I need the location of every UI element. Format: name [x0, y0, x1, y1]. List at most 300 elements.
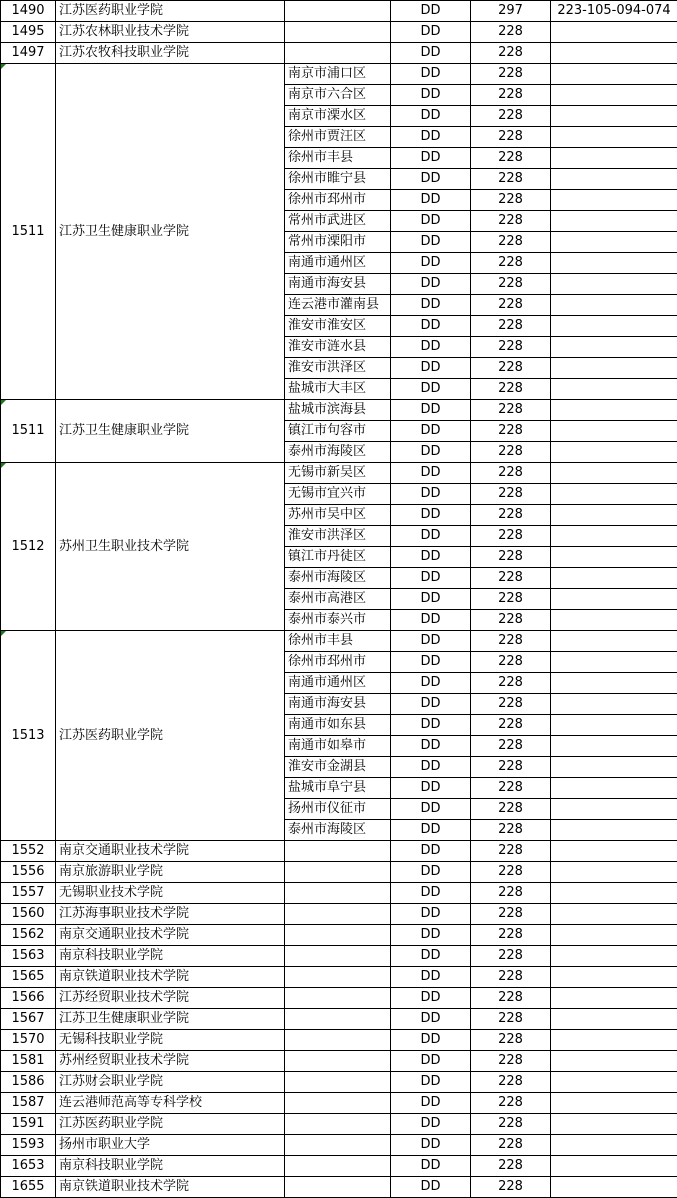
score-cell: 228: [471, 400, 551, 421]
extra-cell: [551, 169, 677, 190]
score-cell: 228: [471, 841, 551, 862]
dd-cell: DD: [391, 904, 471, 925]
extra-cell: [551, 379, 677, 400]
score-cell: 228: [471, 589, 551, 610]
district-cell: 淮安市金湖县: [285, 757, 391, 778]
district-cell: 徐州市邳州市: [285, 190, 391, 211]
extra-cell: [551, 946, 677, 967]
school-code-cell: 1591: [1, 1114, 56, 1135]
extra-cell: [551, 400, 677, 421]
district-cell: [285, 925, 391, 946]
score-cell: 228: [471, 1009, 551, 1030]
school-code-cell: 1511: [1, 400, 56, 463]
score-cell: 228: [471, 1135, 551, 1156]
table-row: [1, 946, 677, 967]
school-code-cell: 1653: [1, 1156, 56, 1177]
school-code-cell: 1565: [1, 967, 56, 988]
district-cell: 南京市六合区: [285, 85, 391, 106]
dd-cell: DD: [391, 1, 471, 22]
district-cell: 南京市浦口区: [285, 64, 391, 85]
score-cell: 228: [471, 43, 551, 64]
extra-cell: [551, 274, 677, 295]
score-cell: 228: [471, 883, 551, 904]
dd-cell: DD: [391, 463, 471, 484]
extra-cell: [551, 253, 677, 274]
dd-cell: DD: [391, 715, 471, 736]
extra-cell: [551, 1072, 677, 1093]
dd-cell: DD: [391, 64, 471, 85]
extra-cell: [551, 148, 677, 169]
score-cell: 228: [471, 1030, 551, 1051]
dd-cell: DD: [391, 610, 471, 631]
district-cell: [285, 1030, 391, 1051]
dd-cell: DD: [391, 85, 471, 106]
school-name-cell: 南京科技职业学院: [56, 1156, 285, 1177]
school-code-cell: 1581: [1, 1051, 56, 1072]
table-row: [1, 1051, 677, 1072]
district-cell: [285, 1156, 391, 1177]
dd-cell: DD: [391, 589, 471, 610]
district-cell: 扬州市仪征市: [285, 799, 391, 820]
dd-cell: DD: [391, 841, 471, 862]
table-row: [1, 1072, 677, 1093]
score-cell: 228: [471, 358, 551, 379]
extra-cell: [551, 127, 677, 148]
score-cell: 228: [471, 274, 551, 295]
school-name-cell: 南京旅游职业学院: [56, 862, 285, 883]
district-cell: 无锡市新吴区: [285, 463, 391, 484]
dd-cell: DD: [391, 211, 471, 232]
school-code-cell: 1566: [1, 988, 56, 1009]
district-cell: [285, 862, 391, 883]
score-cell: 228: [471, 22, 551, 43]
dd-cell: DD: [391, 946, 471, 967]
extra-cell: [551, 736, 677, 757]
score-cell: 228: [471, 232, 551, 253]
table-row: [1, 400, 677, 421]
extra-cell: [551, 1009, 677, 1030]
district-cell: [285, 1177, 391, 1198]
score-cell: 228: [471, 904, 551, 925]
score-cell: 228: [471, 421, 551, 442]
dd-cell: DD: [391, 1030, 471, 1051]
score-cell: 228: [471, 1051, 551, 1072]
dd-cell: DD: [391, 358, 471, 379]
extra-cell: [551, 1135, 677, 1156]
score-cell: 228: [471, 694, 551, 715]
dd-cell: DD: [391, 988, 471, 1009]
extra-cell: [551, 610, 677, 631]
dd-cell: DD: [391, 1051, 471, 1072]
school-name-cell: 江苏卫生健康职业学院: [56, 1009, 285, 1030]
dd-cell: DD: [391, 757, 471, 778]
district-cell: [285, 841, 391, 862]
score-cell: 228: [471, 169, 551, 190]
table-row: [1, 988, 677, 1009]
extra-cell: [551, 421, 677, 442]
district-cell: [285, 1135, 391, 1156]
school-name-cell: 南京铁道职业技术学院: [56, 1177, 285, 1198]
district-cell: [285, 1072, 391, 1093]
extra-cell: [551, 505, 677, 526]
district-cell: [285, 43, 391, 64]
extra-cell: [551, 526, 677, 547]
score-cell: 228: [471, 442, 551, 463]
table-row: [1, 64, 677, 85]
score-cell: 228: [471, 820, 551, 841]
dd-cell: DD: [391, 1135, 471, 1156]
table-row: [1, 463, 677, 484]
score-cell: 228: [471, 862, 551, 883]
score-cell: 228: [471, 1114, 551, 1135]
district-cell: 常州市溧阳市: [285, 232, 391, 253]
extra-cell: 223-105-094-074: [551, 1, 677, 22]
district-cell: 常州市武进区: [285, 211, 391, 232]
dd-cell: DD: [391, 337, 471, 358]
school-name-cell: 江苏医药职业学院: [56, 1, 285, 22]
dd-cell: DD: [391, 400, 471, 421]
score-cell: 228: [471, 526, 551, 547]
extra-cell: [551, 778, 677, 799]
dd-cell: DD: [391, 547, 471, 568]
dd-cell: DD: [391, 295, 471, 316]
score-cell: 297: [471, 1, 551, 22]
school-name-cell: 江苏医药职业学院: [56, 631, 285, 841]
district-cell: 镇江市句容市: [285, 421, 391, 442]
score-cell: 228: [471, 1093, 551, 1114]
dd-cell: DD: [391, 883, 471, 904]
school-name-cell: 江苏经贸职业技术学院: [56, 988, 285, 1009]
extra-cell: [551, 106, 677, 127]
school-name-cell: 江苏农林职业技术学院: [56, 22, 285, 43]
dd-cell: DD: [391, 1072, 471, 1093]
school-code-cell: 1560: [1, 904, 56, 925]
score-cell: 228: [471, 610, 551, 631]
extra-cell: [551, 442, 677, 463]
score-cell: 228: [471, 799, 551, 820]
score-cell: 228: [471, 757, 551, 778]
district-cell: 淮安市洪泽区: [285, 526, 391, 547]
district-cell: [285, 1093, 391, 1114]
table-row: [1, 1, 677, 22]
score-cell: 228: [471, 211, 551, 232]
score-cell: 228: [471, 715, 551, 736]
score-cell: 228: [471, 127, 551, 148]
school-name-cell: 南京铁道职业技术学院: [56, 967, 285, 988]
extra-cell: [551, 337, 677, 358]
school-name-cell: 苏州卫生职业技术学院: [56, 463, 285, 631]
extra-cell: [551, 862, 677, 883]
extra-cell: [551, 190, 677, 211]
school-name-cell: 江苏财会职业学院: [56, 1072, 285, 1093]
extra-cell: [551, 904, 677, 925]
extra-cell: [551, 967, 677, 988]
extra-cell: [551, 799, 677, 820]
extra-cell: [551, 1051, 677, 1072]
score-cell: 228: [471, 925, 551, 946]
table-row: [1, 43, 677, 64]
school-name-cell: 江苏卫生健康职业学院: [56, 400, 285, 463]
table-row: [1, 925, 677, 946]
school-code-cell: 1497: [1, 43, 56, 64]
school-name-cell: 苏州经贸职业技术学院: [56, 1051, 285, 1072]
table-row: [1, 22, 677, 43]
extra-cell: [551, 211, 677, 232]
dd-cell: DD: [391, 820, 471, 841]
school-name-cell: 南京交通职业技术学院: [56, 841, 285, 862]
district-cell: 南通市海安县: [285, 694, 391, 715]
extra-cell: [551, 631, 677, 652]
district-cell: [285, 1114, 391, 1135]
score-cell: 228: [471, 316, 551, 337]
dd-cell: DD: [391, 106, 471, 127]
district-cell: 南通市通州区: [285, 253, 391, 274]
score-cell: 228: [471, 295, 551, 316]
extra-cell: [551, 316, 677, 337]
district-cell: 苏州市吴中区: [285, 505, 391, 526]
dd-cell: DD: [391, 967, 471, 988]
dd-cell: DD: [391, 253, 471, 274]
district-cell: 盐城市阜宁县: [285, 778, 391, 799]
district-cell: 南通市如东县: [285, 715, 391, 736]
extra-cell: [551, 988, 677, 1009]
school-name-cell: 南京科技职业学院: [56, 946, 285, 967]
extra-cell: [551, 568, 677, 589]
district-cell: 徐州市贾汪区: [285, 127, 391, 148]
dd-cell: DD: [391, 148, 471, 169]
score-cell: 228: [471, 673, 551, 694]
dd-cell: DD: [391, 526, 471, 547]
school-code-cell: 1556: [1, 862, 56, 883]
score-cell: 228: [471, 1177, 551, 1198]
score-cell: 228: [471, 64, 551, 85]
table-row: [1, 1093, 677, 1114]
school-code-cell: 1563: [1, 946, 56, 967]
dd-cell: DD: [391, 316, 471, 337]
dd-cell: DD: [391, 484, 471, 505]
table-row: [1, 1114, 677, 1135]
extra-cell: [551, 1156, 677, 1177]
district-cell: 盐城市大丰区: [285, 379, 391, 400]
district-cell: [285, 904, 391, 925]
district-cell: 镇江市丹徒区: [285, 547, 391, 568]
extra-cell: [551, 64, 677, 85]
table-row: [1, 631, 677, 652]
school-name-cell: 江苏医药职业学院: [56, 1114, 285, 1135]
district-cell: 南京市溧水区: [285, 106, 391, 127]
district-cell: [285, 1009, 391, 1030]
extra-cell: [551, 295, 677, 316]
district-cell: 连云港市灌南县: [285, 295, 391, 316]
extra-cell: [551, 1093, 677, 1114]
score-cell: 228: [471, 484, 551, 505]
score-cell: 228: [471, 778, 551, 799]
dd-cell: DD: [391, 631, 471, 652]
school-code-cell: 1490: [1, 1, 56, 22]
extra-cell: [551, 463, 677, 484]
score-cell: 228: [471, 988, 551, 1009]
dd-cell: DD: [391, 1009, 471, 1030]
extra-cell: [551, 1114, 677, 1135]
school-code-cell: 1513: [1, 631, 56, 841]
table-row: [1, 862, 677, 883]
district-cell: 淮安市洪泽区: [285, 358, 391, 379]
district-cell: 盐城市滨海县: [285, 400, 391, 421]
score-cell: 228: [471, 253, 551, 274]
dd-cell: DD: [391, 169, 471, 190]
dd-cell: DD: [391, 379, 471, 400]
table-row: [1, 841, 677, 862]
table-row: [1, 1156, 677, 1177]
dd-cell: DD: [391, 778, 471, 799]
district-cell: 泰州市高港区: [285, 589, 391, 610]
district-cell: 泰州市海陵区: [285, 568, 391, 589]
dd-cell: DD: [391, 925, 471, 946]
school-code-cell: 1567: [1, 1009, 56, 1030]
district-cell: 淮安市淮安区: [285, 316, 391, 337]
school-name-cell: 无锡科技职业学院: [56, 1030, 285, 1051]
school-name-cell: 南京交通职业技术学院: [56, 925, 285, 946]
dd-cell: DD: [391, 652, 471, 673]
school-code-cell: 1552: [1, 841, 56, 862]
district-cell: 徐州市邳州市: [285, 652, 391, 673]
extra-cell: [551, 22, 677, 43]
dd-cell: DD: [391, 421, 471, 442]
table-row: [1, 904, 677, 925]
score-cell: 228: [471, 505, 551, 526]
district-cell: [285, 1051, 391, 1072]
extra-cell: [551, 85, 677, 106]
score-cell: 228: [471, 106, 551, 127]
school-name-cell: 连云港师范高等专科学校: [56, 1093, 285, 1114]
score-cell: 228: [471, 568, 551, 589]
dd-cell: DD: [391, 1177, 471, 1198]
dd-cell: DD: [391, 190, 471, 211]
dd-cell: DD: [391, 1093, 471, 1114]
extra-cell: [551, 820, 677, 841]
score-cell: 228: [471, 547, 551, 568]
district-cell: 南通市海安县: [285, 274, 391, 295]
dd-cell: DD: [391, 232, 471, 253]
school-name-cell: 无锡职业技术学院: [56, 883, 285, 904]
district-cell: 徐州市睢宁县: [285, 169, 391, 190]
score-cell: 228: [471, 190, 551, 211]
school-code-cell: 1512: [1, 463, 56, 631]
district-cell: 淮安市涟水县: [285, 337, 391, 358]
district-cell: 泰州市海陵区: [285, 820, 391, 841]
school-code-cell: 1562: [1, 925, 56, 946]
dd-cell: DD: [391, 442, 471, 463]
score-cell: 228: [471, 379, 551, 400]
district-cell: 徐州市丰县: [285, 148, 391, 169]
extra-cell: [551, 757, 677, 778]
district-cell: 无锡市宜兴市: [285, 484, 391, 505]
dd-cell: DD: [391, 22, 471, 43]
extra-cell: [551, 1177, 677, 1198]
dd-cell: DD: [391, 862, 471, 883]
score-cell: 228: [471, 85, 551, 106]
dd-cell: DD: [391, 43, 471, 64]
dd-cell: DD: [391, 505, 471, 526]
extra-cell: [551, 883, 677, 904]
dd-cell: DD: [391, 274, 471, 295]
dd-cell: DD: [391, 736, 471, 757]
score-cell: 228: [471, 736, 551, 757]
school-code-cell: 1586: [1, 1072, 56, 1093]
district-cell: [285, 988, 391, 1009]
score-cell: 228: [471, 631, 551, 652]
school-code-cell: 1557: [1, 883, 56, 904]
extra-cell: [551, 232, 677, 253]
extra-cell: [551, 484, 677, 505]
school-name-cell: 江苏卫生健康职业学院: [56, 64, 285, 400]
score-cell: 228: [471, 337, 551, 358]
table-row: [1, 1009, 677, 1030]
table-row: [1, 1135, 677, 1156]
table-row: [1, 967, 677, 988]
table-row: [1, 883, 677, 904]
district-cell: 泰州市泰兴市: [285, 610, 391, 631]
extra-cell: [551, 589, 677, 610]
extra-cell: [551, 925, 677, 946]
school-code-cell: 1593: [1, 1135, 56, 1156]
extra-cell: [551, 358, 677, 379]
score-cell: 228: [471, 1072, 551, 1093]
dd-cell: DD: [391, 568, 471, 589]
score-cell: 228: [471, 463, 551, 484]
extra-cell: [551, 673, 677, 694]
district-cell: [285, 946, 391, 967]
district-cell: 泰州市海陵区: [285, 442, 391, 463]
dd-cell: DD: [391, 127, 471, 148]
table-row: [1, 1030, 677, 1051]
school-code-cell: 1655: [1, 1177, 56, 1198]
score-cell: 228: [471, 652, 551, 673]
dd-cell: DD: [391, 1114, 471, 1135]
dd-cell: DD: [391, 799, 471, 820]
extra-cell: [551, 715, 677, 736]
school-code-cell: 1570: [1, 1030, 56, 1051]
school-name-cell: 江苏海事职业技术学院: [56, 904, 285, 925]
extra-cell: [551, 652, 677, 673]
school-code-cell: 1511: [1, 64, 56, 400]
table-row: [1, 1177, 677, 1198]
school-name-cell: 江苏农牧科技职业学院: [56, 43, 285, 64]
district-cell: 南通市通州区: [285, 673, 391, 694]
school-code-cell: 1587: [1, 1093, 56, 1114]
school-name-cell: 扬州市职业大学: [56, 1135, 285, 1156]
extra-cell: [551, 841, 677, 862]
district-cell: 徐州市丰县: [285, 631, 391, 652]
school-code-cell: 1495: [1, 22, 56, 43]
table-body: [1, 1, 677, 1198]
extra-cell: [551, 43, 677, 64]
district-cell: 南通市如皋市: [285, 736, 391, 757]
district-cell: [285, 22, 391, 43]
district-cell: [285, 1, 391, 22]
district-cell: [285, 967, 391, 988]
extra-cell: [551, 694, 677, 715]
dd-cell: DD: [391, 673, 471, 694]
district-cell: [285, 883, 391, 904]
score-cell: 228: [471, 148, 551, 169]
extra-cell: [551, 1030, 677, 1051]
dd-cell: DD: [391, 694, 471, 715]
score-cell: 228: [471, 946, 551, 967]
extra-cell: [551, 547, 677, 568]
score-cell: 228: [471, 1156, 551, 1177]
dd-cell: DD: [391, 1156, 471, 1177]
